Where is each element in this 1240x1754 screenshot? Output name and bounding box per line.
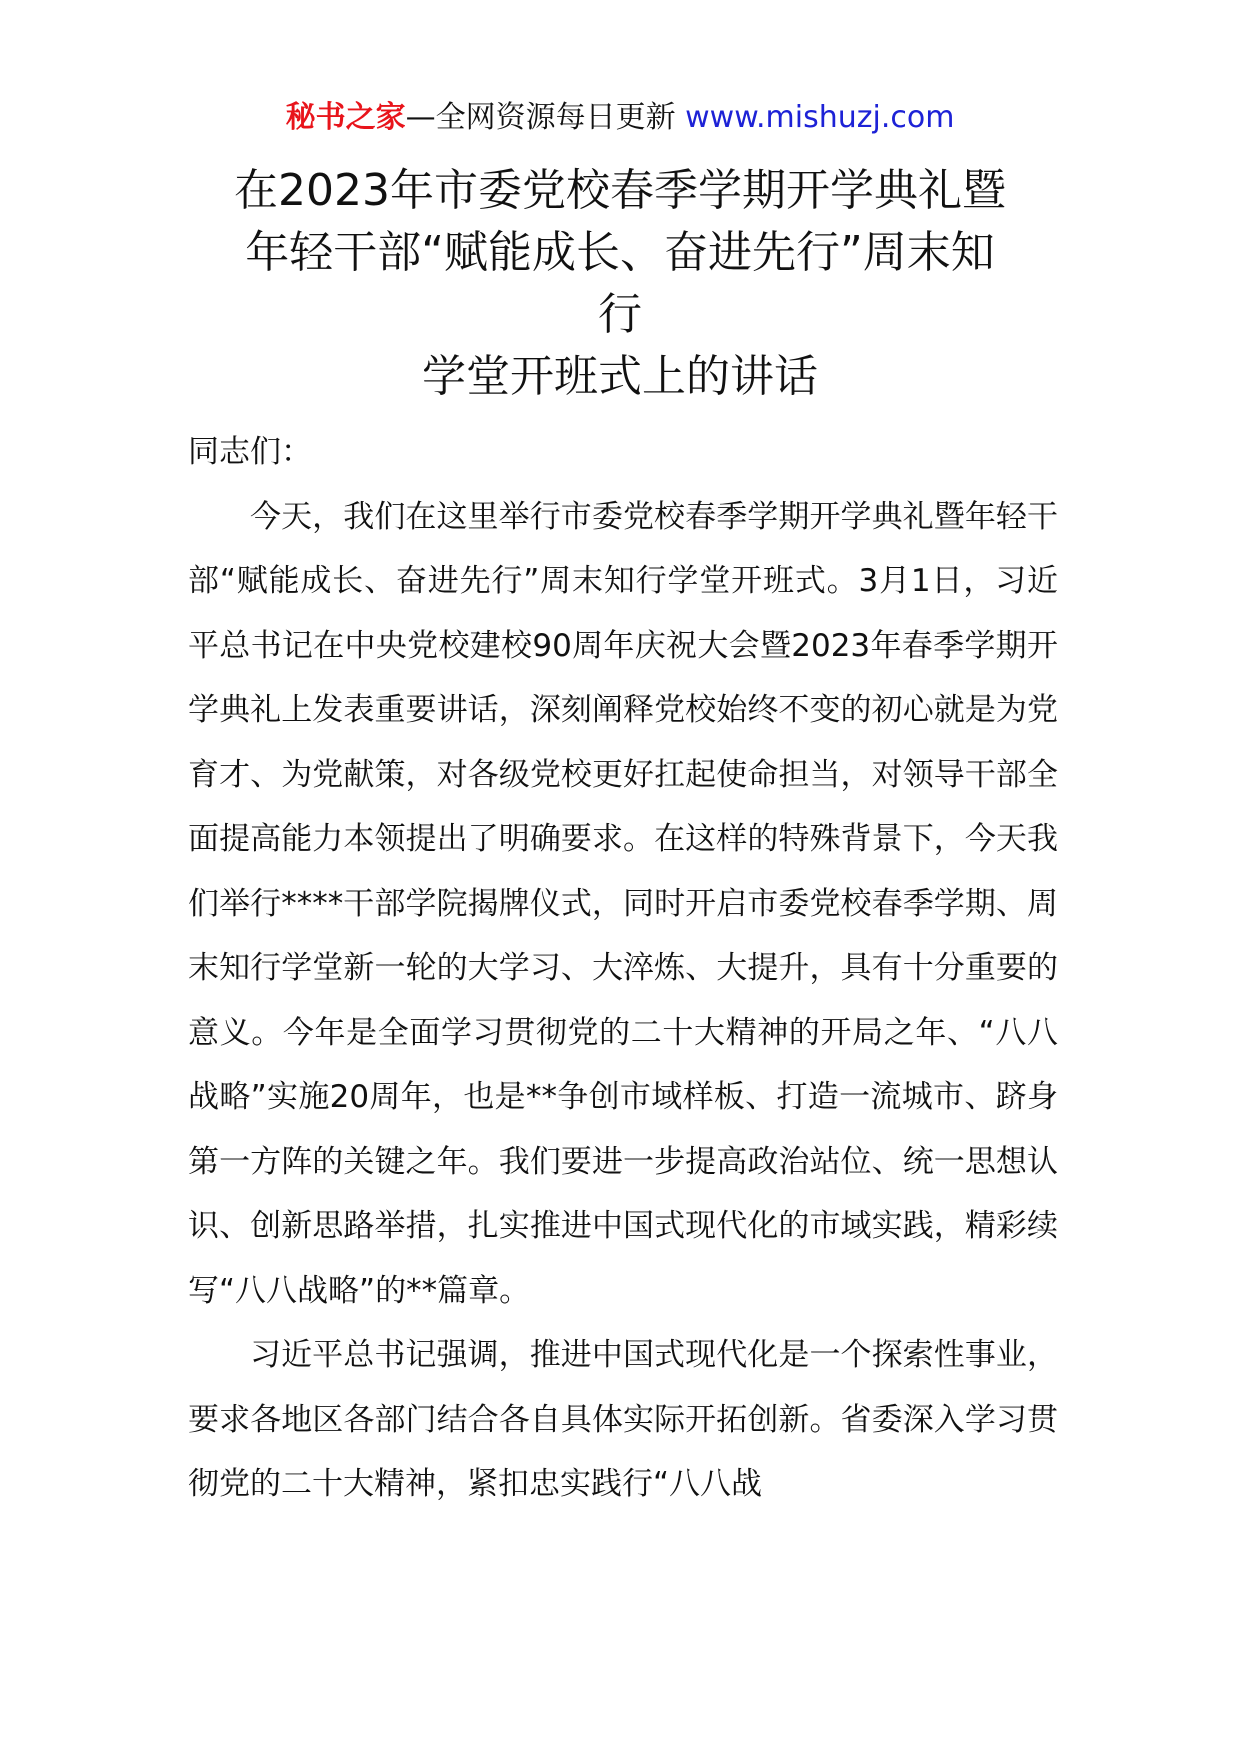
title-line: 学堂开班式上的讲话 (422, 351, 818, 402)
header-tagline: —全网资源每日更新 (405, 100, 676, 135)
body-paragraph: 今天，我们在这里举行市委党校春季学期开学典礼暨年轻干部“赋能成长、奋进先行”周末知行学堂开班式。3月1日，习近平总书记在中央党校建校90周年庆祝大会暨2023年春季学期开学典礼上发表重要讲话，深刻阐释党校始终不变的初心就是为党育才、为党献策，对各级党校更好扛起使命担当，对领导干部全面提高能力本领提出了明确要求。在这样的特殊背景下，今天我们举行****干部学院揭牌仪式，同时开启市委党校春季学期、周末知行学堂新一轮的大学习、大淬炼、大提升，具有十分重要的意义。今年是全面学习贯彻党的二十大精神的开局之年、“八八战略”实施20周年，也是**争创市域样板、打造一流城市、跻身第一方阵的关键之年。我们要进一步提高政治站位、统一思想认识、创新思路举措，扎实推进中国式现代化的市域实践，精彩续写“八八战略”的**篇章。 (188, 498, 1058, 1309)
body-paragraph: 习近平总书记强调，推进中国式现代化是一个探索性事业，要求各地区各部门结合各自具体实际开拓创新。省委深入学习贯彻党的二十大精神，紧扣忠实践行“八八战 (188, 1337, 1058, 1502)
document-body (188, 420, 1058, 1517)
title-line: 行 (598, 289, 642, 340)
title-line: 年轻干部“赋能成长、奋进先行”周末知 (245, 227, 995, 278)
site-url-link[interactable]: www.mishuzj.com (685, 100, 955, 135)
document-title (190, 160, 1050, 408)
brand-name: 秘书之家 (285, 100, 406, 135)
salutation: 同志们： (188, 434, 312, 470)
title-line: 在2023年市委党校春季学期开学典礼暨 (234, 165, 1006, 216)
site-header (0, 98, 1240, 138)
